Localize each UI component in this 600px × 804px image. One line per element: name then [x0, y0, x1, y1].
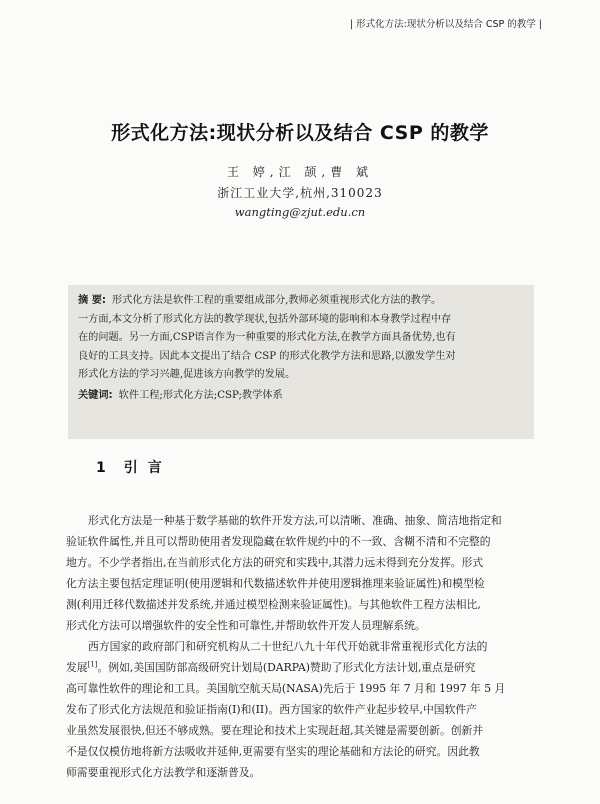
abstract-line: 良好的工具支持。因此本文提出了结合 CSP 的形式化教学方法和思路,以激发学生对: [78, 350, 456, 362]
body-line: 验证软件属性,并且可以帮助使用者发现隐藏在软件规约中的不一致、含糊不清和不完整的: [66, 535, 491, 548]
citation-ref[interactable]: [1]: [87, 660, 98, 669]
section-title: 引言: [123, 460, 172, 476]
body-line: 西方国家的政府部门和研究机构从二十世纪八九十年代开始就非常重视形式化方法的: [88, 640, 488, 653]
body-line: 高可靠性软件的理论和工具。美国航空航天局(NASA)先后于 1995 年 7 月和 1997 年 5 月: [66, 682, 506, 695]
body-line: 不是仅仅模仿地将新方法吸收并延伸,更需要有坚实的理论基础和方法论的研究。因此教: [66, 745, 480, 758]
abstract-box: [68, 285, 534, 439]
body-line: 测(利用迁移代数描述并发系统,并通过模型检测来验证属性)。与其他软件工程方法相比,: [66, 598, 481, 611]
abstract-line: 一方面,本文分析了形式化方法的教学现状,包括外部环境的影响和本身教学过程中存: [78, 313, 452, 325]
body-line: 形式化方法是一种基于数学基础的软件开发方法,可以清晰、准确、抽象、简洁地指定和: [88, 514, 502, 527]
running-header: | 形式化方法:现状分析以及结合 CSP 的教学 |: [349, 19, 542, 30]
body-line: 发展[1]。例如,美国国防部高级研究计划局(DARPA)赞助了形式化方法计划,重点是研究: [66, 660, 476, 674]
keywords-label: 关键词:: [78, 389, 113, 401]
abstract-line: 在的问题。另一方面,CSP语言作为一种重要的形式化方法,在教学方面具备优势,也有: [78, 332, 456, 344]
author-list: 王 婷,江 颉,曹 斌: [226, 165, 374, 179]
abstract-line: 摘 要: 形式化方法是软件工程的重要组成部分,教师必须重视形式化方法的教学。: [78, 295, 442, 306]
body-text: [66, 510, 540, 783]
author-email: wangting@zjut.edu.cn: [234, 205, 366, 219]
abstract-label: 摘 要:: [78, 295, 106, 306]
body-line: 地方。不少学者指出,在当前形式化方法的研究和实践中,其潜力远未得到充分发挥。形式: [66, 556, 484, 569]
body-line: 发布了形式化方法规范和验证指南(I)和(II)。西方国家的软件产业起步较早,中国软件产: [66, 703, 477, 716]
abstract-line: 形式化方法的学习兴趣,促进该方向教学的发展。: [78, 369, 296, 381]
body-line: 业虽然发展很快,但还不够成熟。要在理论和技术上实现赶超,其关键是需要创新。创新并: [66, 724, 484, 737]
affiliation: 浙江工业大学,杭州,310023: [217, 186, 383, 200]
section-heading: [96, 457, 172, 477]
keywords-line: [78, 387, 526, 406]
paper-title: 形式化方法:现状分析以及结合 CSP 的教学: [111, 122, 489, 144]
body-line: 形式化方法可以增强软件的安全性和可靠性,并帮助软件开发人员理解系统。: [66, 619, 426, 632]
body-line: 化方法主要包括定理证明(使用逻辑和代数描述软件并使用逻辑推理来验证属性)和模型检: [66, 577, 485, 590]
keywords-text: 软件工程;形式化方法;CSP;教学体系: [118, 389, 283, 401]
section-number: 1: [96, 460, 106, 476]
body-line: 师需要重视形式化方法教学和逐渐普及。: [66, 766, 261, 779]
